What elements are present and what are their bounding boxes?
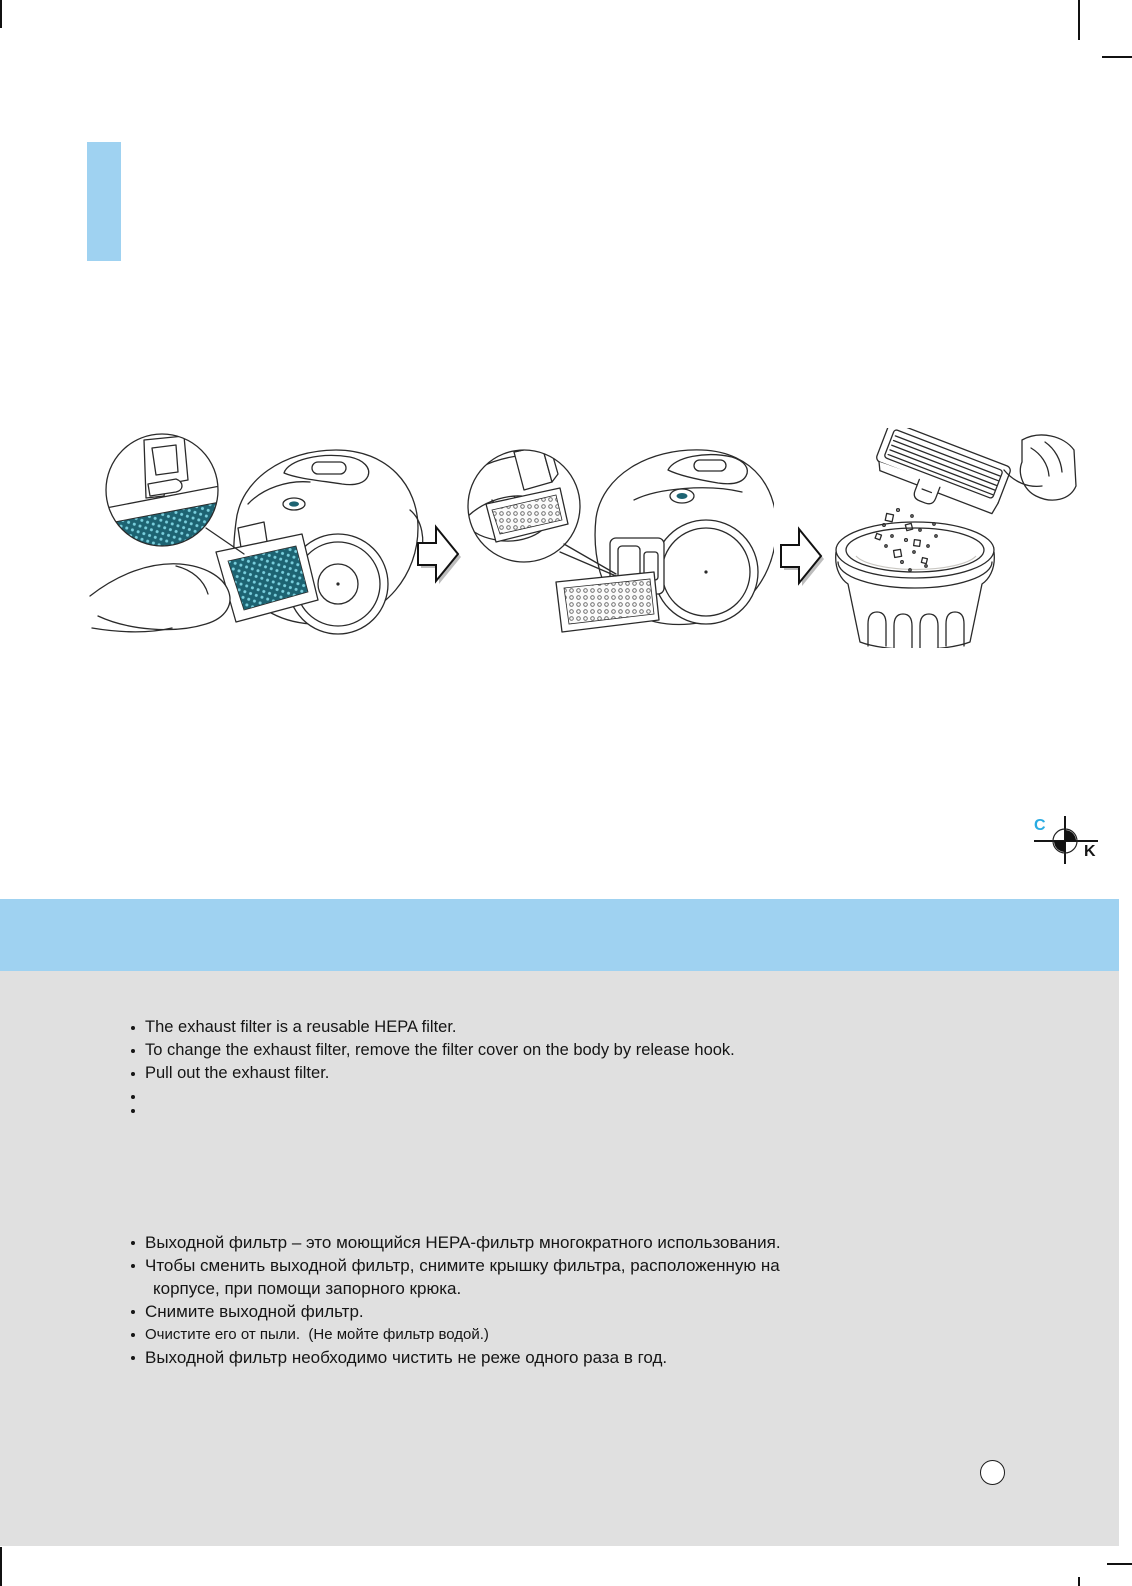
list-item <box>131 1039 1011 1062</box>
section-color-tab <box>87 142 121 261</box>
list-item <box>131 1300 1011 1323</box>
registration-mark <box>1028 808 1102 868</box>
registration-target-icon <box>1050 826 1080 856</box>
crop-mark-top-right-horizontal <box>1102 56 1132 58</box>
trash-bin <box>836 522 995 648</box>
list-item <box>131 1346 1011 1369</box>
bullet-icon <box>131 1356 135 1360</box>
crop-mark-bottom-right-horizontal <box>1107 1563 1132 1565</box>
instruction-text: Снимите выходной фильтр. <box>145 1302 364 1321</box>
list-item <box>131 1099 1011 1113</box>
crop-mark-top-right-vertical <box>1078 0 1080 40</box>
instruction-text <box>145 1254 780 1300</box>
bullet-icon <box>131 1333 135 1337</box>
power-button <box>283 498 305 510</box>
instruction-text: The exhaust filter is a reusable HEPA filter. <box>145 1018 457 1036</box>
list-item <box>131 1254 1011 1300</box>
instructions-russian <box>131 1231 1011 1369</box>
list-item <box>131 1085 1011 1099</box>
list-item <box>131 1231 1011 1254</box>
instruction-line: Чтобы сменить выходной фильтр, снимите крышку фильтра, расположенную на <box>145 1256 780 1275</box>
section-header-band <box>0 899 1119 971</box>
illustration-empty-filter <box>826 428 1078 648</box>
bullet-icon <box>131 1264 135 1268</box>
page-marker-circle <box>980 1460 1005 1485</box>
bullet-icon <box>131 1095 135 1099</box>
instruction-text: Pull out the exhaust filter. <box>145 1064 330 1082</box>
exhaust-filter-panel <box>556 572 659 632</box>
crop-mark-top-left <box>0 0 2 28</box>
bullet-icon <box>131 1072 135 1076</box>
step-arrow-icon <box>777 523 825 589</box>
power-button <box>670 489 694 503</box>
step-arrow-icon <box>414 521 462 587</box>
illustration-release-hook <box>456 426 774 656</box>
instruction-text: Очистите его от пыли. (Не мойте фильтр водой.) <box>145 1326 489 1343</box>
list-item <box>131 1062 1011 1085</box>
instruction-text: Выходной фильтр необходимо чистить не реже одного раза в год. <box>145 1348 668 1367</box>
list-item <box>131 1323 1011 1346</box>
crop-mark-bottom-right-vertical <box>1078 1577 1080 1586</box>
instruction-text: Выходной фильтр – это моющийся HEPA-фильтр многократного использования. <box>145 1233 781 1252</box>
bullet-icon <box>131 1310 135 1314</box>
list-item <box>131 1016 1011 1039</box>
hepa-filter <box>867 428 1011 527</box>
bullet-icon <box>131 1109 135 1113</box>
crop-mark-bottom-left <box>0 1547 2 1586</box>
bullet-icon <box>131 1026 135 1030</box>
illustration-pull-out-filter <box>88 424 428 652</box>
hand <box>1004 435 1076 500</box>
instruction-text: To change the exhaust filter, remove the filter cover on the body by release hook. <box>145 1041 735 1059</box>
magnifier-inset <box>466 439 616 576</box>
instructions-english <box>131 1016 1011 1113</box>
instruction-line-continued: корпусе, при помощи запорного крюка. <box>153 1279 462 1298</box>
bullet-icon <box>131 1049 135 1053</box>
registration-cyan-label: C <box>1034 817 1046 834</box>
bullet-icon <box>131 1241 135 1245</box>
registration-black-label: K <box>1084 843 1096 860</box>
hand <box>90 564 230 632</box>
vacuum-wheel <box>654 520 758 624</box>
